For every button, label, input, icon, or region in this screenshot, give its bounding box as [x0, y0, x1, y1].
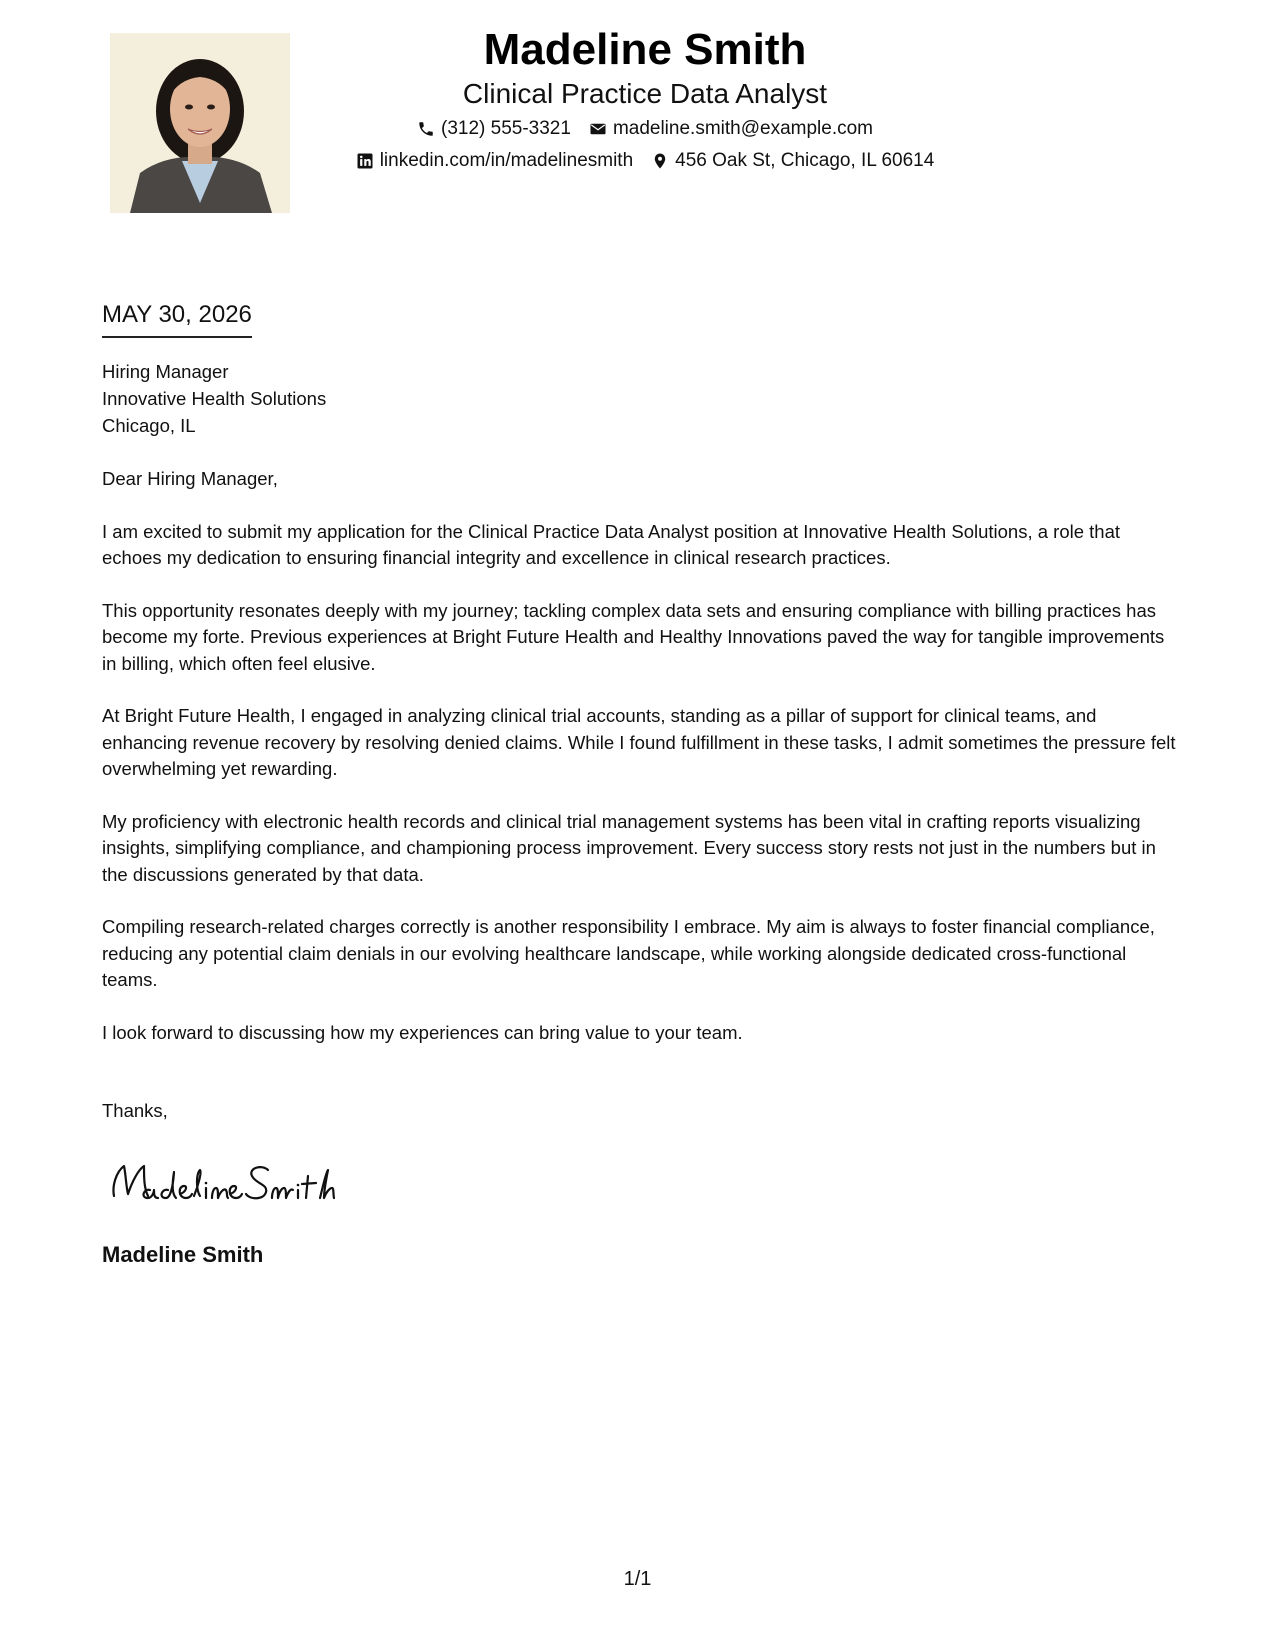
email-contact[interactable] [589, 114, 873, 144]
linkedin-text: linkedin.com/in/madelinesmith [379, 150, 634, 171]
address-contact [651, 146, 934, 176]
page-number: 1/1 [623, 1568, 652, 1590]
contact-row-2 [300, 146, 990, 176]
letter-body [102, 466, 1182, 1072]
linkedin-contact[interactable] [356, 146, 633, 176]
body-paragraph: This opportunity resonates deeply with my journey; tackling complex data sets and ensuring compliance with billing practices has become my forte. Previous experiences at Bright Future Health and Healthy Innovations paved the way for tangible improvements in billing, which often feel elusive. [102, 599, 1165, 674]
handwritten-signature [106, 1152, 366, 1212]
profile-photo [110, 33, 290, 213]
letter-date: MAY 30, 2026 [102, 300, 252, 338]
body-paragraph: At Bright Future Health, I engaged in analyzing clinical trial accounts, standing as a pillar of support for clinical teams, and enhancing revenue recovery by resolving denied claims. While I found fulfillment in these tasks, I admit sometimes the pressure felt overwhelming yet rewarding. [102, 705, 1176, 779]
phone-icon [417, 120, 435, 138]
phone-text: (312) 555-3321 [441, 118, 571, 139]
applicant-title: Clinical Practice Data Analyst [462, 78, 828, 109]
address-text: 456 Oak St, Chicago, IL 60614 [675, 150, 935, 171]
salutation: Dear Hiring Manager, [102, 468, 278, 489]
applicant-name: Madeline Smith [483, 25, 807, 74]
letter-header [300, 22, 990, 176]
linkedin-icon [356, 152, 374, 170]
contact-row-1 [300, 114, 990, 144]
body-paragraph: I am excited to submit my application for the Clinical Practice Data Analyst position at Innovative Health Solutions, a role that echoes my dedication to ensuring financial integrity and excellence in clinical research practices. [102, 520, 1121, 568]
email-text: madeline.smith@example.com [612, 118, 873, 139]
recipient-line: Hiring Manager [102, 361, 229, 382]
recipient-block [102, 358, 326, 439]
closing: Thanks, [102, 1100, 168, 1121]
map-pin-icon [651, 152, 669, 170]
phone-contact [417, 114, 571, 144]
recipient-line: Chicago, IL [102, 415, 196, 436]
signed-name: Madeline Smith [102, 1242, 264, 1267]
body-paragraph: I look forward to discussing how my experiences can bring value to your team. [102, 1021, 743, 1043]
body-paragraph: My proficiency with electronic health records and clinical trial management systems has been vital in crafting reports visualizing insights, simplifying compliance, and championing process improvement. Every success story rests not just in the numbers but in the discussions generated by that data. [102, 810, 1156, 885]
body-paragraph: Compiling research-related charges correctly is another responsibility I embrace. My aim is always to foster financial compliance, reducing any potential claim denials in our evolving healthcare landscape, while working alongside dedicated cross-functional teams. [102, 916, 1155, 990]
envelope-icon [589, 120, 607, 138]
recipient-line: Innovative Health Solutions [102, 388, 327, 409]
